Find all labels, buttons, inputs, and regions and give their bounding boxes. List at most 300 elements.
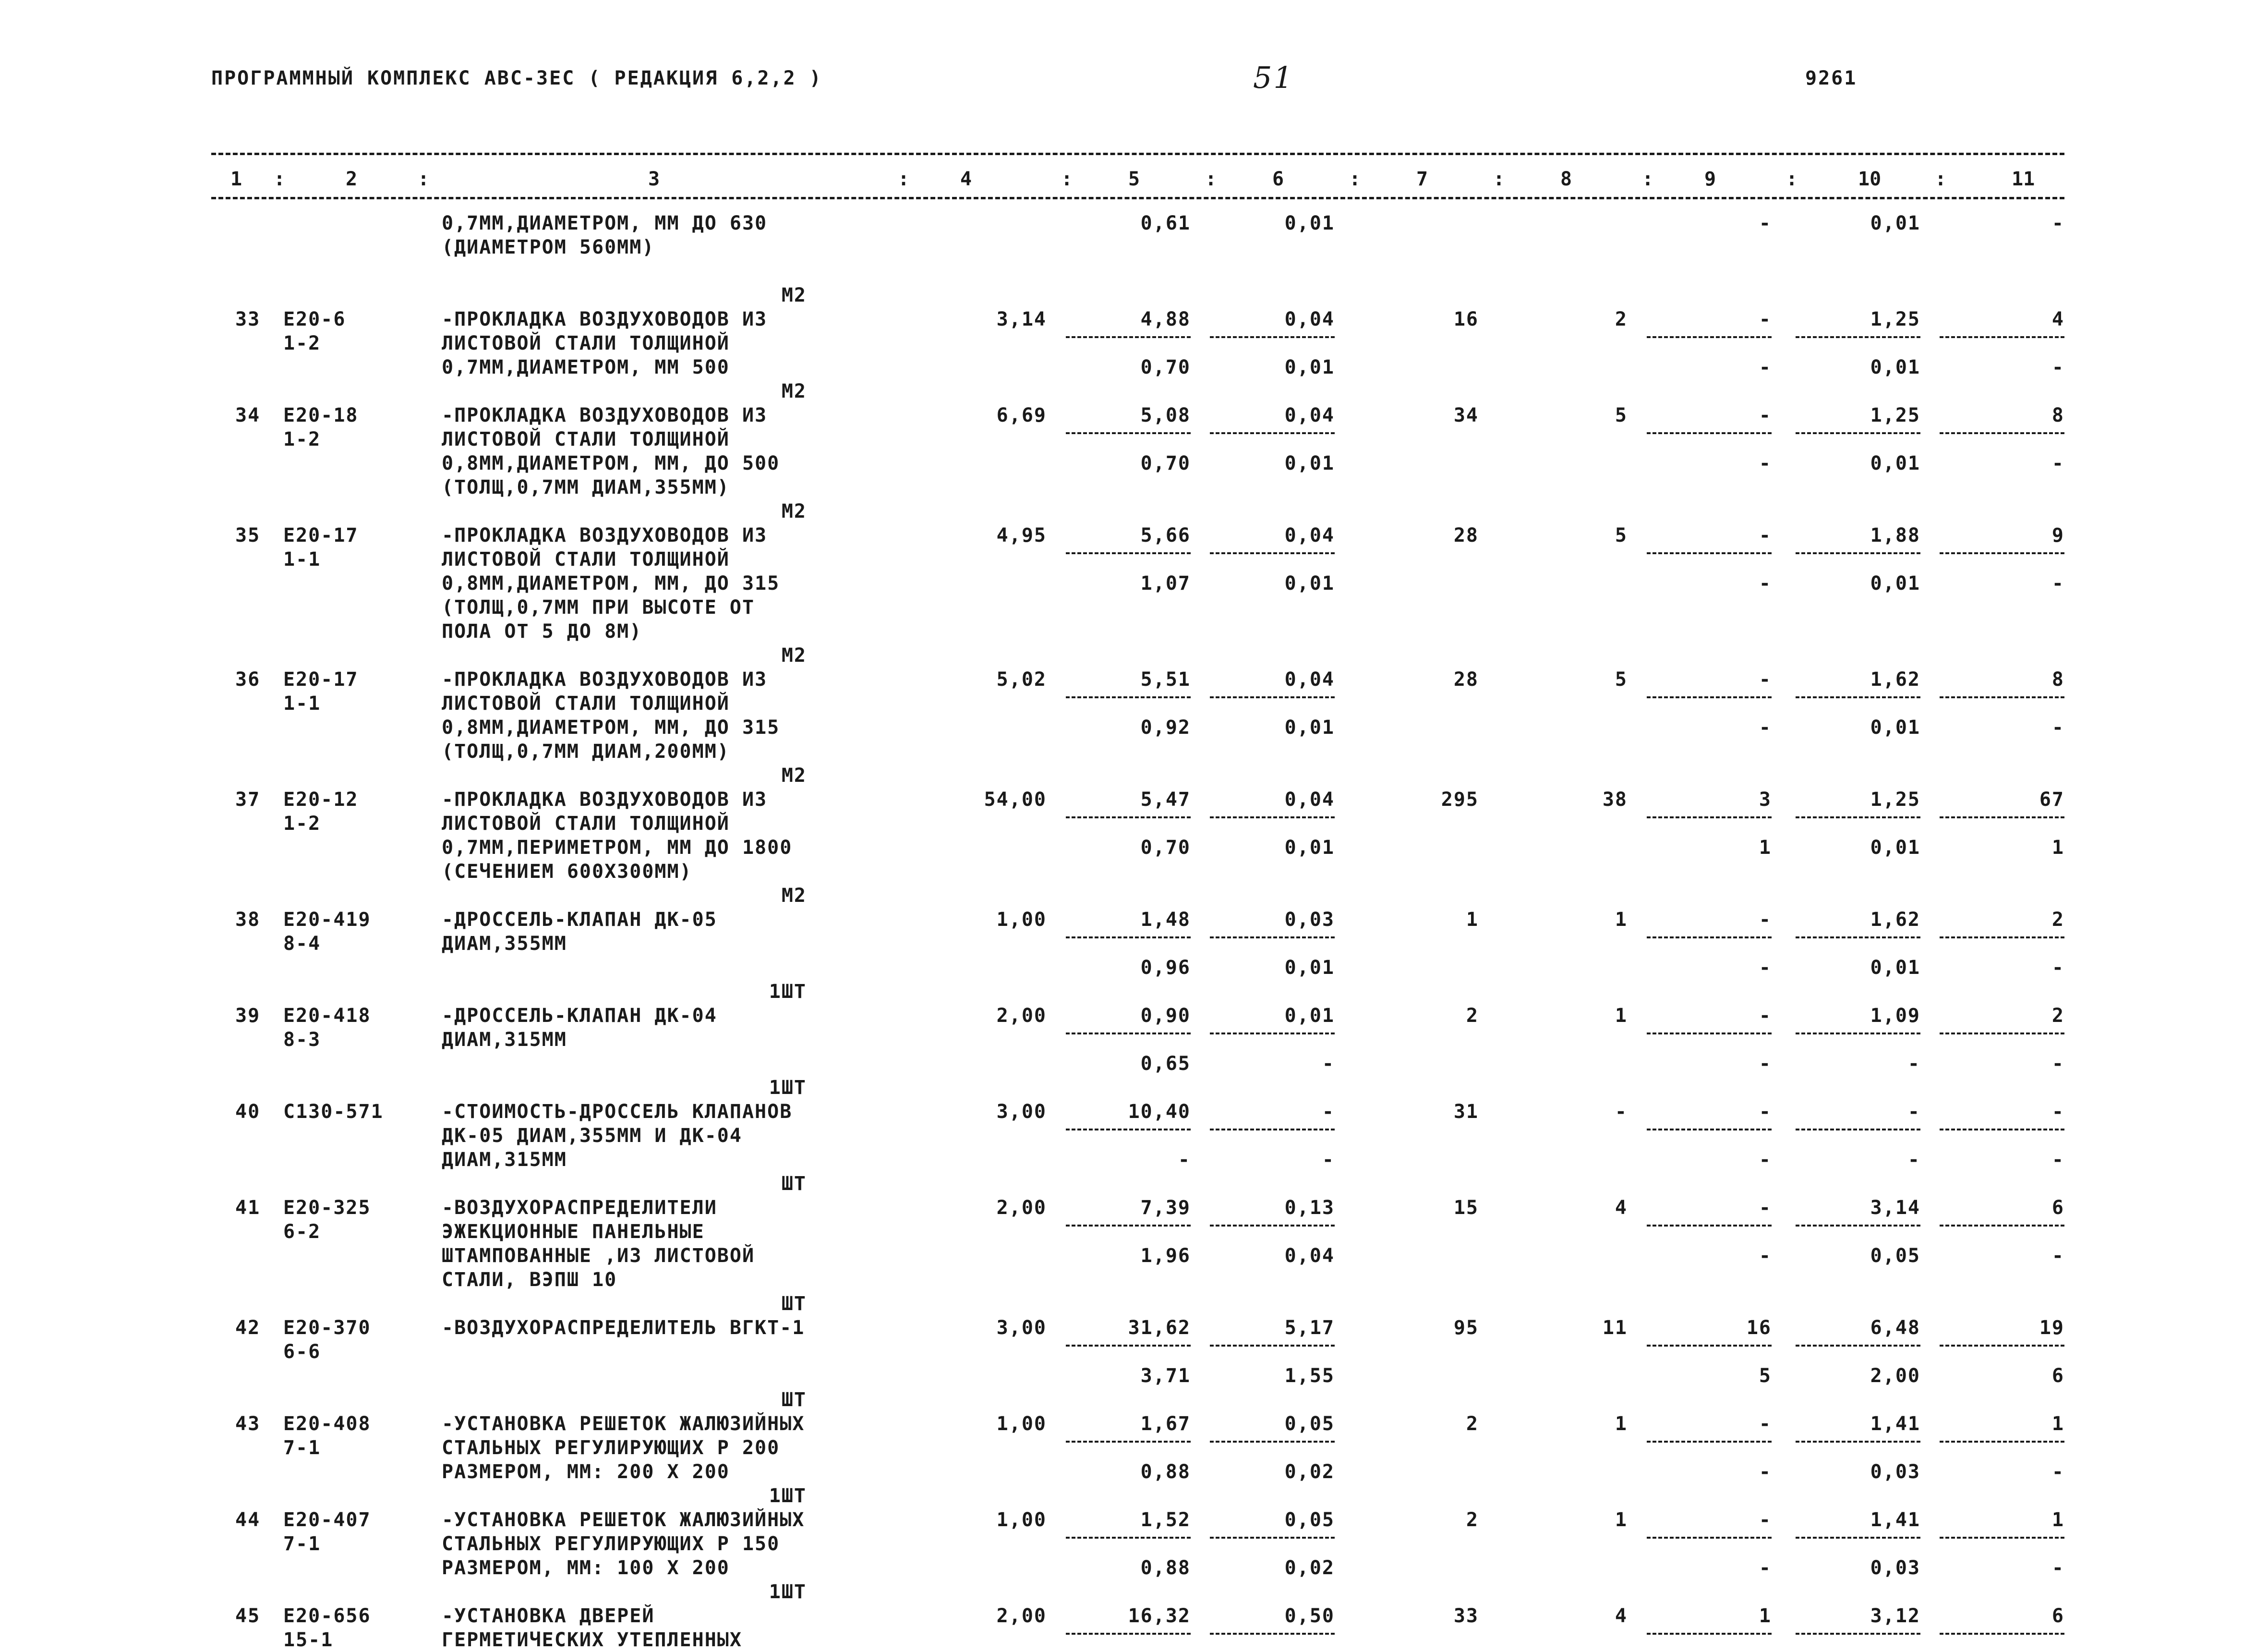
cost-c5-lower: 3,71 xyxy=(1140,1365,1191,1387)
value-underline xyxy=(1940,1032,2064,1034)
work-description: СТАЛИ, ВЭПШ 10 xyxy=(442,1269,617,1291)
unit-of-measure: 1ШТ xyxy=(769,1581,807,1603)
row-number: 41 xyxy=(235,1197,261,1219)
cost-c5-upper: 1,48 xyxy=(1140,909,1191,931)
quantity: 1,00 xyxy=(996,1509,1047,1531)
cost-col7: 15 xyxy=(1453,1197,1479,1219)
cost-c9-upper: - xyxy=(1759,909,1772,931)
cost-c6-lower: 0,04 xyxy=(1284,1245,1335,1267)
row-number: 40 xyxy=(235,1101,261,1123)
cost-col8: 4 xyxy=(1615,1197,1628,1219)
unit-of-measure: 1ШТ xyxy=(769,1485,807,1507)
work-description: ГЕРМЕТИЧЕСКИХ УТЕПЛЕННЫХ xyxy=(442,1629,742,1651)
cost-c5-lower: 0,70 xyxy=(1140,837,1191,859)
work-description: -ДРОССЕЛЬ-КЛАПАН ДК-04 xyxy=(442,1005,717,1027)
cost-c10-upper: 1,62 xyxy=(1870,668,1920,691)
value-underline xyxy=(1210,1633,1335,1635)
cost-c9-lower: - xyxy=(1759,356,1772,378)
unit-of-measure: ШТ xyxy=(781,1293,807,1315)
cost-c10-lower: 0,01 xyxy=(1870,837,1920,859)
cost-col8: 5 xyxy=(1615,668,1628,691)
value-underline xyxy=(1940,552,2064,554)
work-description: (ТОЛЩ,0,7ММ ДИАМ,200ММ) xyxy=(442,741,730,763)
cost-c6-lower: 0,01 xyxy=(1284,837,1335,859)
work-description: (ДИАМЕТРОМ 560ММ) xyxy=(442,236,655,258)
column-separator: : xyxy=(418,168,430,190)
value-underline xyxy=(1940,1129,2064,1130)
row-number: 38 xyxy=(235,909,261,931)
value-underline xyxy=(1940,696,2064,698)
cost-col8: 5 xyxy=(1615,404,1628,426)
cost-col8: 38 xyxy=(1602,789,1628,811)
work-description: ДИАМ,315ММ xyxy=(442,1149,567,1171)
rate-subcode: 1-2 xyxy=(283,428,321,450)
cost-c5-upper: 1,67 xyxy=(1140,1413,1191,1435)
cost-c6-upper: 0,04 xyxy=(1284,308,1335,330)
unit-of-measure: М2 xyxy=(781,284,807,306)
rate-subcode: 6-6 xyxy=(283,1341,321,1363)
rate-code: Е20-17 xyxy=(283,524,359,547)
cost-c10-upper: 6,48 xyxy=(1870,1317,1920,1339)
cost-c11-lower: - xyxy=(2051,452,2064,474)
work-description: РАЗМЕРОМ, ММ: 100 Х 200 xyxy=(442,1557,730,1579)
cost-c6-lower: 0,02 xyxy=(1284,1557,1335,1579)
cost-c6-lower: 0,01 xyxy=(1284,356,1335,378)
value-underline xyxy=(1940,336,2064,338)
cost-c10-lower: 0,01 xyxy=(1870,572,1920,595)
rate-code: Е20-12 xyxy=(283,789,359,811)
value-underline xyxy=(1647,1032,1772,1034)
cost-c10-upper: - xyxy=(1907,1101,1920,1123)
cost-c5-lower: 0,88 xyxy=(1140,1461,1191,1483)
cost-c6-upper: 0,01 xyxy=(1284,1005,1335,1027)
value-underline xyxy=(1066,1032,1191,1034)
column-separator: : xyxy=(898,168,910,190)
value-underline xyxy=(1066,1225,1191,1227)
work-description: РАЗМЕРОМ, ММ: 200 Х 200 xyxy=(442,1461,730,1483)
cost-c6-upper: 0,04 xyxy=(1284,404,1335,426)
work-description: -ВОЗДУХОРАСПРЕДЕЛИТЕЛЬ ВГКТ-1 xyxy=(442,1317,805,1339)
value-underline xyxy=(1210,336,1335,338)
unit-of-measure: ШТ xyxy=(781,1173,807,1195)
value-underline xyxy=(1210,1441,1335,1443)
cost-col7: 34 xyxy=(1453,404,1479,426)
work-description: (СЕЧЕНИЕМ 600Х300ММ) xyxy=(442,861,692,883)
rate-code: Е20-419 xyxy=(283,909,371,931)
value-underline xyxy=(1796,1537,1920,1539)
cost-col7: 95 xyxy=(1453,1317,1479,1339)
quantity: 6,69 xyxy=(996,404,1047,426)
quantity: 5,02 xyxy=(996,668,1047,691)
value-underline xyxy=(1796,1633,1920,1635)
value-underline xyxy=(1796,936,1920,938)
cost-c5-upper: 10,40 xyxy=(1128,1101,1191,1123)
rate-subcode: 1-2 xyxy=(283,332,321,354)
cost-c9-lower: - xyxy=(1759,957,1772,979)
work-description: ЛИСТОВОЙ СТАЛИ ТОЛЩИНОЙ xyxy=(442,428,730,450)
value-underline xyxy=(1647,1633,1772,1635)
cost-c10-upper: 1,88 xyxy=(1870,524,1920,547)
cost-c6-lower: 1,55 xyxy=(1284,1365,1335,1387)
cost-c9-upper: - xyxy=(1759,1509,1772,1531)
cost-c10-upper: 1,25 xyxy=(1870,308,1920,330)
value-underline xyxy=(1210,1129,1335,1130)
rate-code: Е20-6 xyxy=(283,308,346,330)
cost-c5-lower: 0,70 xyxy=(1140,452,1191,474)
cost-col8: 4 xyxy=(1615,1605,1628,1627)
work-description: 0,7ММ,ДИАМЕТРОМ, ММ ДО 630 xyxy=(442,212,768,234)
cost-c9-upper: - xyxy=(1759,1005,1772,1027)
cost-c6-lower: 0,02 xyxy=(1284,1461,1335,1483)
cost-c11-upper: 8 xyxy=(2051,404,2064,426)
row-number: 44 xyxy=(235,1509,261,1531)
value-underline xyxy=(1066,432,1191,434)
cost-c5-lower: 0,96 xyxy=(1140,957,1191,979)
quantity: 2,00 xyxy=(996,1197,1047,1219)
value-underline xyxy=(1066,1537,1191,1539)
cost-c10-lower: 0,01 xyxy=(1870,452,1920,474)
work-description: -УСТАНОВКА РЕШЕТОК ЖАЛЮЗИЙНЫХ xyxy=(442,1509,805,1531)
cost-col11: - xyxy=(2051,212,2064,234)
row-number: 39 xyxy=(235,1005,261,1027)
value-underline xyxy=(1066,1633,1191,1635)
cost-c11-upper: 67 xyxy=(2039,789,2064,811)
cost-col8: - xyxy=(1615,1101,1628,1123)
value-underline xyxy=(1210,696,1335,698)
cost-col8: 2 xyxy=(1615,308,1628,330)
value-underline xyxy=(1647,336,1772,338)
unit-of-measure: ШТ xyxy=(781,1389,807,1411)
cost-c6-upper: 0,50 xyxy=(1284,1605,1335,1627)
rate-subcode: 15-1 xyxy=(283,1629,334,1651)
column-header-6: 6 xyxy=(1272,168,1284,190)
rate-code: Е20-418 xyxy=(283,1005,371,1027)
cost-c10-lower: 2,00 xyxy=(1870,1365,1920,1387)
cost-c5-upper: 5,51 xyxy=(1140,668,1191,691)
rate-code: Е20-408 xyxy=(283,1413,371,1435)
column-header-9: 9 xyxy=(1704,168,1716,190)
value-underline xyxy=(1647,816,1772,818)
quantity: 2,00 xyxy=(996,1605,1047,1627)
work-description: ЛИСТОВОЙ СТАЛИ ТОЛЩИНОЙ xyxy=(442,692,730,715)
column-header-7: 7 xyxy=(1416,168,1428,190)
cost-col7: 16 xyxy=(1453,308,1479,330)
cost-c9-upper: 1 xyxy=(1759,1605,1772,1627)
quantity: 1,00 xyxy=(996,1413,1047,1435)
value-underline xyxy=(1647,1225,1772,1227)
value-underline xyxy=(1940,1633,2064,1635)
value-underline xyxy=(1796,696,1920,698)
value-underline xyxy=(1210,936,1335,938)
table-header-rule xyxy=(211,197,2064,199)
cost-c11-lower: - xyxy=(2051,572,2064,595)
work-description: 0,8ММ,ДИАМЕТРОМ, ММ, ДО 315 xyxy=(442,572,780,595)
quantity: 3,00 xyxy=(996,1317,1047,1339)
cost-c6-upper: 0,13 xyxy=(1284,1197,1335,1219)
cost-c6-lower: - xyxy=(1322,1053,1335,1075)
cost-c11-upper: 9 xyxy=(2051,524,2064,547)
cost-c6-lower: 0,01 xyxy=(1284,957,1335,979)
cost-c5-lower: - xyxy=(1178,1149,1191,1171)
rate-code: Е20-407 xyxy=(283,1509,371,1531)
cost-col8: 1 xyxy=(1615,1413,1628,1435)
value-underline xyxy=(1796,552,1920,554)
value-underline xyxy=(1647,1441,1772,1443)
rate-subcode: 6-2 xyxy=(283,1221,321,1243)
quantity: 54,00 xyxy=(984,789,1047,811)
cost-c5-lower: 0,70 xyxy=(1140,356,1191,378)
cost-c6-upper: 0,04 xyxy=(1284,789,1335,811)
column-separator: : xyxy=(1205,168,1217,190)
work-description: (ТОЛЩ,0,7ММ ДИАМ,355ММ) xyxy=(442,476,730,498)
value-underline xyxy=(1210,1537,1335,1539)
cost-c6-lower: 0,01 xyxy=(1284,717,1335,739)
cost-col7: 28 xyxy=(1453,524,1479,547)
value-underline xyxy=(1210,1345,1335,1347)
work-description: ЛИСТОВОЙ СТАЛИ ТОЛЩИНОЙ xyxy=(442,548,730,571)
value-underline xyxy=(1647,936,1772,938)
value-underline xyxy=(1796,1441,1920,1443)
quantity: 1,00 xyxy=(996,909,1047,931)
cost-c11-lower: - xyxy=(2051,1557,2064,1579)
work-description: ДК-05 ДИАМ,355ММ И ДК-04 xyxy=(442,1125,742,1147)
column-separator: : xyxy=(1642,168,1654,190)
cost-c5-upper: 0,90 xyxy=(1140,1005,1191,1027)
value-underline xyxy=(1066,696,1191,698)
work-description: 0,7ММ,ДИАМЕТРОМ, ММ 500 xyxy=(442,356,730,378)
work-description: ЛИСТОВОЙ СТАЛИ ТОЛЩИНОЙ xyxy=(442,813,730,835)
cost-c5-lower: 1,07 xyxy=(1140,572,1191,595)
cost-c5-upper: 7,39 xyxy=(1140,1197,1191,1219)
value-underline xyxy=(1647,696,1772,698)
work-description: -СТОИМОСТЬ-ДРОССЕЛЬ КЛАПАНОВ xyxy=(442,1101,793,1123)
value-underline xyxy=(1940,1441,2064,1443)
cost-c11-lower: - xyxy=(2051,356,2064,378)
cost-c11-lower: 1 xyxy=(2051,837,2064,859)
cost-c9-upper: - xyxy=(1759,404,1772,426)
quantity: 3,14 xyxy=(996,308,1047,330)
cost-c5-upper: 5,47 xyxy=(1140,789,1191,811)
rate-code: Е20-18 xyxy=(283,404,359,426)
cost-c9-upper: - xyxy=(1759,524,1772,547)
value-underline xyxy=(1066,816,1191,818)
column-separator: : xyxy=(1061,168,1073,190)
cost-c5-upper: 31,62 xyxy=(1128,1317,1191,1339)
page-number: 51 xyxy=(1253,60,1294,95)
value-underline xyxy=(1210,1225,1335,1227)
cost-c10-lower: - xyxy=(1907,1149,1920,1171)
value-underline xyxy=(1940,936,2064,938)
unit-of-measure: М2 xyxy=(781,380,807,402)
cost-c5-lower: 0,88 xyxy=(1140,1557,1191,1579)
cost-c10-upper: 1,25 xyxy=(1870,789,1920,811)
value-underline xyxy=(1796,1345,1920,1347)
cost-col5: 0,61 xyxy=(1140,212,1191,234)
value-underline xyxy=(1940,432,2064,434)
column-header-8: 8 xyxy=(1560,168,1572,190)
cost-col7: 28 xyxy=(1453,668,1479,691)
value-underline xyxy=(1796,1225,1920,1227)
work-description: -ПРОКЛАДКА ВОЗДУХОВОДОВ ИЗ xyxy=(442,404,768,426)
rate-subcode: 7-1 xyxy=(283,1437,321,1459)
column-header-3: 3 xyxy=(648,168,660,190)
row-number: 43 xyxy=(235,1413,261,1435)
unit-of-measure: М2 xyxy=(781,885,807,907)
cost-c9-lower: - xyxy=(1759,572,1772,595)
work-description: (ТОЛЩ,0,7ММ ПРИ ВЫСОТЕ ОТ xyxy=(442,596,755,619)
rate-code: Е20-370 xyxy=(283,1317,371,1339)
value-underline xyxy=(1940,1345,2064,1347)
cost-c10-lower: 0,03 xyxy=(1870,1557,1920,1579)
cost-c11-upper: - xyxy=(2051,1101,2064,1123)
row-number: 42 xyxy=(235,1317,261,1339)
cost-c6-upper: 0,05 xyxy=(1284,1509,1335,1531)
cost-c10-lower: 0,01 xyxy=(1870,957,1920,979)
value-underline xyxy=(1647,1345,1772,1347)
value-underline xyxy=(1066,1345,1191,1347)
unit-of-measure: 1ШТ xyxy=(769,981,807,1003)
cost-col7: 31 xyxy=(1453,1101,1479,1123)
cost-c9-lower: - xyxy=(1759,1245,1772,1267)
rate-subcode: 7-1 xyxy=(283,1533,321,1555)
cost-c11-lower: 6 xyxy=(2051,1365,2064,1387)
cost-col7: 2 xyxy=(1466,1509,1479,1531)
cost-col7: 2 xyxy=(1466,1413,1479,1435)
cost-c10-lower: 0,03 xyxy=(1870,1461,1920,1483)
rate-code: Е20-325 xyxy=(283,1197,371,1219)
cost-c5-upper: 5,66 xyxy=(1140,524,1191,547)
cost-c9-upper: - xyxy=(1759,1101,1772,1123)
cost-col8: 5 xyxy=(1615,524,1628,547)
work-description: -УСТАНОВКА РЕШЕТОК ЖАЛЮЗИЙНЫХ xyxy=(442,1413,805,1435)
work-description: ДИАМ,315ММ xyxy=(442,1029,567,1051)
cost-c6-upper: 0,03 xyxy=(1284,909,1335,931)
cost-c5-lower: 1,96 xyxy=(1140,1245,1191,1267)
work-description: ПОЛА ОТ 5 ДО 8М) xyxy=(442,620,642,643)
value-underline xyxy=(1210,816,1335,818)
cost-c11-lower: - xyxy=(2051,717,2064,739)
cost-c9-upper: - xyxy=(1759,668,1772,691)
work-description: СТАЛЬНЫХ РЕГУЛИРУЮЩИХ Р 150 xyxy=(442,1533,780,1555)
cost-c11-upper: 19 xyxy=(2039,1317,2064,1339)
cost-c5-upper: 1,52 xyxy=(1140,1509,1191,1531)
cost-c11-lower: - xyxy=(2051,957,2064,979)
cost-c11-upper: 1 xyxy=(2051,1413,2064,1435)
column-separator: : xyxy=(274,168,286,190)
value-underline xyxy=(1796,432,1920,434)
cost-c11-upper: 8 xyxy=(2051,668,2064,691)
cost-col8: 11 xyxy=(1602,1317,1628,1339)
cost-c10-lower: 0,05 xyxy=(1870,1245,1920,1267)
cost-c6-lower: 0,01 xyxy=(1284,452,1335,474)
value-underline xyxy=(1066,552,1191,554)
cost-c6-lower: 0,01 xyxy=(1284,572,1335,595)
cost-c6-upper: 0,04 xyxy=(1284,524,1335,547)
row-number: 33 xyxy=(235,308,261,330)
cost-col7: 295 xyxy=(1441,789,1479,811)
cost-c6-lower: - xyxy=(1322,1149,1335,1171)
cost-col8: 1 xyxy=(1615,909,1628,931)
work-description: ЛИСТОВОЙ СТАЛИ ТОЛЩИНОЙ xyxy=(442,332,730,354)
value-underline xyxy=(1066,1441,1191,1443)
cost-c6-upper: 5,17 xyxy=(1284,1317,1335,1339)
work-description: ШТАМПОВАННЫЕ ,ИЗ ЛИСТОВОЙ xyxy=(442,1245,755,1267)
program-title: ПРОГРАММНЫЙ КОМПЛЕКС АВС-3ЕС ( РЕДАКЦИЯ 6,2,2 ) xyxy=(211,67,822,89)
row-number: 37 xyxy=(235,789,261,811)
cost-c5-upper: 4,88 xyxy=(1140,308,1191,330)
rate-subcode: 1-1 xyxy=(283,548,321,571)
cost-c5-upper: 16,32 xyxy=(1128,1605,1191,1627)
cost-c11-lower: - xyxy=(2051,1245,2064,1267)
cost-c9-lower: - xyxy=(1759,1053,1772,1075)
cost-c6-upper: 0,04 xyxy=(1284,668,1335,691)
value-underline xyxy=(1940,1225,2064,1227)
cost-c10-upper: 1,62 xyxy=(1870,909,1920,931)
cost-c6-upper: 0,05 xyxy=(1284,1413,1335,1435)
work-description: 0,8ММ,ДИАМЕТРОМ, ММ, ДО 315 xyxy=(442,717,780,739)
column-separator: : xyxy=(1349,168,1361,190)
cost-c9-lower: - xyxy=(1759,452,1772,474)
cost-c10-upper: 1,41 xyxy=(1870,1413,1920,1435)
column-header-5: 5 xyxy=(1128,168,1140,190)
column-separator: : xyxy=(1493,168,1505,190)
value-underline xyxy=(1647,1129,1772,1130)
cost-c10-lower: - xyxy=(1907,1053,1920,1075)
cost-c9-upper: - xyxy=(1759,1413,1772,1435)
rate-subcode: 8-4 xyxy=(283,933,321,955)
rate-subcode: 1-1 xyxy=(283,692,321,715)
rate-subcode: 8-3 xyxy=(283,1029,321,1051)
cost-c5-lower: 0,92 xyxy=(1140,717,1191,739)
cost-c11-upper: 4 xyxy=(2051,308,2064,330)
cost-c9-upper: - xyxy=(1759,308,1772,330)
cost-c9-upper: 3 xyxy=(1759,789,1772,811)
cost-c11-upper: 2 xyxy=(2051,1005,2064,1027)
cost-c10-upper: 3,14 xyxy=(1870,1197,1920,1219)
column-header-11: 11 xyxy=(2012,168,2035,190)
value-underline xyxy=(1940,816,2064,818)
cost-c9-lower: 1 xyxy=(1759,837,1772,859)
column-header-2: 2 xyxy=(346,168,358,190)
value-underline xyxy=(1647,552,1772,554)
work-description: ДИАМ,355ММ xyxy=(442,933,567,955)
rate-code: Е20-17 xyxy=(283,668,359,691)
work-description: 0,8ММ,ДИАМЕТРОМ, ММ, ДО 500 xyxy=(442,452,780,474)
cost-c9-lower: - xyxy=(1759,1149,1772,1171)
column-separator: : xyxy=(1935,168,1947,190)
value-underline xyxy=(1796,1032,1920,1034)
value-underline xyxy=(1940,1537,2064,1539)
rate-code: С130-571 xyxy=(283,1101,384,1123)
column-header-4: 4 xyxy=(960,168,972,190)
cost-c11-upper: 2 xyxy=(2051,909,2064,931)
cost-c11-lower: - xyxy=(2051,1461,2064,1483)
value-underline xyxy=(1796,1129,1920,1130)
value-underline xyxy=(1066,936,1191,938)
value-underline xyxy=(1796,816,1920,818)
row-number: 36 xyxy=(235,668,261,691)
cost-c10-upper: 1,25 xyxy=(1870,404,1920,426)
work-description: ЭЖЕКЦИОННЫЕ ПАНЕЛЬНЫЕ xyxy=(442,1221,705,1243)
rate-subcode: 1-2 xyxy=(283,813,321,835)
cost-c5-lower: 0,65 xyxy=(1140,1053,1191,1075)
quantity: 4,95 xyxy=(996,524,1047,547)
cost-c11-upper: 1 xyxy=(2051,1509,2064,1531)
row-number: 45 xyxy=(235,1605,261,1627)
work-description: -ПРОКЛАДКА ВОЗДУХОВОДОВ ИЗ xyxy=(442,308,768,330)
value-underline xyxy=(1210,552,1335,554)
value-underline xyxy=(1796,336,1920,338)
